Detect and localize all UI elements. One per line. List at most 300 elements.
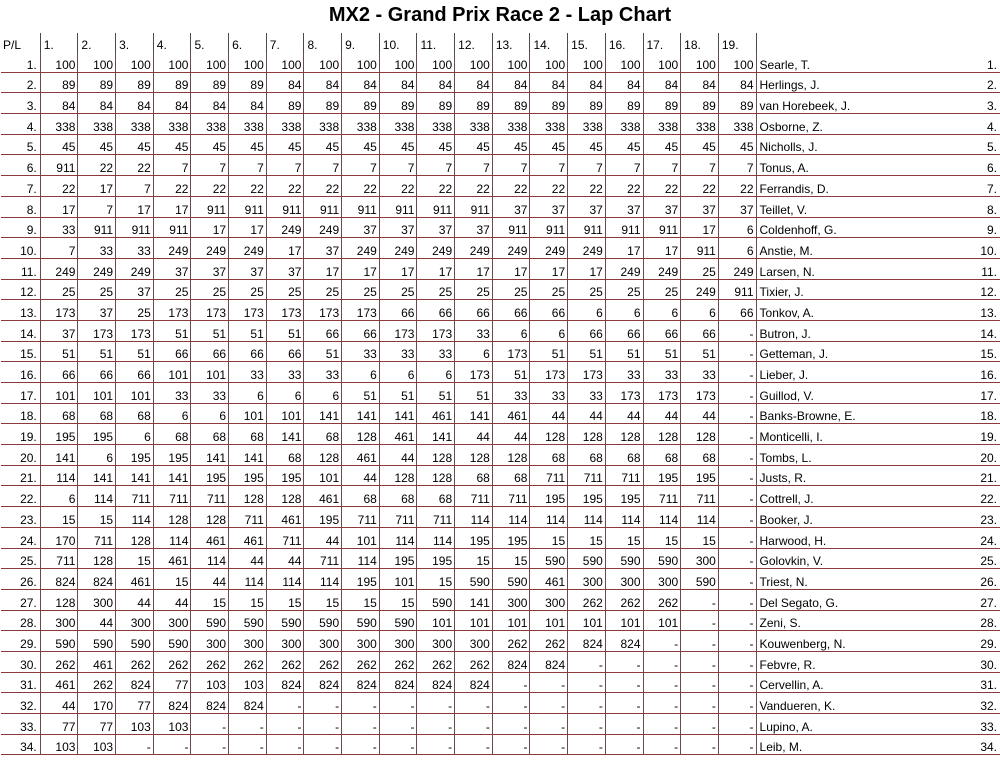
lap-cell: 711 [643, 486, 681, 507]
lap-cell: 33 [116, 238, 154, 259]
lap-cell: 911 [530, 217, 568, 238]
lap-cell: 711 [116, 486, 154, 507]
lap-cell: 114 [379, 527, 417, 548]
lap-cell: 101 [568, 610, 606, 631]
lap-cell: 84 [530, 72, 568, 93]
table-row [1, 693, 1000, 714]
position-cell: 2. [1, 72, 40, 93]
table-row [1, 651, 1000, 672]
table-row [1, 734, 1000, 755]
lap-cell: 249 [78, 258, 116, 279]
lap-cell: 84 [191, 93, 229, 114]
rider-name-cell: Cervellin, A. [756, 672, 889, 693]
lap-cell: 100 [78, 52, 116, 72]
table-row [1, 72, 1000, 93]
lap-cell: 262 [191, 651, 229, 672]
position-cell: 31. [1, 672, 40, 693]
lap-cell: 911 [718, 279, 756, 300]
lap-cell: 824 [229, 693, 267, 714]
lap-cell: 33 [492, 383, 530, 404]
lap-cell: 173 [153, 300, 191, 321]
lap-cell: 100 [342, 52, 380, 72]
lap-cell: 6 [605, 300, 643, 321]
lap-cell: 911 [681, 238, 719, 259]
lap-cell: - [266, 734, 304, 755]
lap-cell: - [718, 445, 756, 466]
lap-cell: 249 [455, 238, 493, 259]
lap-cell: 590 [379, 610, 417, 631]
lap-cell: 7 [191, 155, 229, 176]
lap-cell: 51 [643, 341, 681, 362]
lap-cell: 300 [78, 589, 116, 610]
lap-cell: 44 [530, 403, 568, 424]
lap-cell: 25 [492, 279, 530, 300]
table-row [1, 320, 1000, 341]
lap-cell: 262 [643, 589, 681, 610]
table-row [1, 445, 1000, 466]
lap-cell: 590 [153, 631, 191, 652]
lap-cell: 101 [417, 610, 455, 631]
rider-name-cell: Monticelli, I. [756, 424, 889, 445]
lap-cell: 89 [568, 93, 606, 114]
lap-cell: 84 [229, 93, 267, 114]
lap-cell: 84 [643, 72, 681, 93]
lap-cell: 68 [116, 403, 154, 424]
lap-cell: 33 [304, 362, 342, 383]
position-cell-right: 22. [962, 486, 1000, 507]
spacer-cell [889, 734, 962, 755]
lap-cell: 22 [266, 176, 304, 197]
lap-cell: 195 [78, 424, 116, 445]
lap-cell: 15 [304, 589, 342, 610]
lap-cell: - [229, 714, 267, 735]
position-cell-right: 10. [962, 238, 1000, 259]
lap-cell: 338 [530, 114, 568, 135]
header-lap: 19. [718, 33, 756, 52]
lap-cell: 77 [116, 693, 154, 714]
lap-cell: 911 [492, 217, 530, 238]
lap-cell: 114 [229, 569, 267, 590]
lap-cell: 44 [229, 548, 267, 569]
lap-cell: 89 [304, 93, 342, 114]
lap-cell: 7 [530, 155, 568, 176]
lap-cell: 68 [342, 486, 380, 507]
lap-cell: 51 [40, 341, 78, 362]
lap-cell: 461 [492, 403, 530, 424]
lap-cell: 66 [153, 341, 191, 362]
position-cell: 21. [1, 465, 40, 486]
lap-cell: - [266, 714, 304, 735]
lap-cell: 338 [455, 114, 493, 135]
lap-cell: 338 [342, 114, 380, 135]
position-cell: 26. [1, 569, 40, 590]
lap-cell: 100 [304, 52, 342, 72]
lap-cell: 103 [191, 672, 229, 693]
lap-cell: 911 [40, 155, 78, 176]
lap-cell: 25 [681, 258, 719, 279]
lap-cell: - [643, 631, 681, 652]
lap-cell: 45 [605, 134, 643, 155]
lap-cell: 68 [455, 465, 493, 486]
lap-cell: 33 [342, 341, 380, 362]
spacer-cell [889, 155, 962, 176]
lap-cell: 89 [191, 72, 229, 93]
spacer-cell [889, 320, 962, 341]
lap-cell: 590 [116, 631, 154, 652]
lap-cell: 17 [681, 217, 719, 238]
lap-cell: 15 [417, 569, 455, 590]
position-cell-right: 29. [962, 631, 1000, 652]
lap-cell: 51 [342, 383, 380, 404]
position-cell: 17. [1, 383, 40, 404]
lap-cell: 590 [681, 569, 719, 590]
lap-cell: 7 [718, 155, 756, 176]
lap-cell: 77 [153, 672, 191, 693]
position-cell: 29. [1, 631, 40, 652]
lap-cell: 195 [681, 465, 719, 486]
lap-cell: 195 [643, 465, 681, 486]
lap-cell: 7 [304, 155, 342, 176]
lap-cell: 44 [266, 548, 304, 569]
lap-cell: 590 [492, 569, 530, 590]
lap-cell: 461 [78, 651, 116, 672]
lap-cell: 128 [417, 445, 455, 466]
lap-cell: 37 [78, 300, 116, 321]
lap-cell: 68 [681, 445, 719, 466]
lap-cell: 17 [605, 238, 643, 259]
lap-cell: 100 [455, 52, 493, 72]
lap-cell: 66 [492, 300, 530, 321]
lap-cell: 77 [40, 714, 78, 735]
lap-cell: 17 [530, 258, 568, 279]
lap-cell: 22 [605, 176, 643, 197]
lap-cell: 114 [530, 507, 568, 528]
lap-cell: 249 [718, 258, 756, 279]
lap-cell: 89 [417, 93, 455, 114]
lap-cell: 195 [492, 527, 530, 548]
lap-cell: 84 [379, 72, 417, 93]
table-row [1, 465, 1000, 486]
lap-cell: 68 [643, 445, 681, 466]
lap-cell: 173 [342, 300, 380, 321]
rider-name-cell: Tixier, J. [756, 279, 889, 300]
position-cell-right: 16. [962, 362, 1000, 383]
lap-cell: 7 [40, 238, 78, 259]
lap-cell: 911 [191, 196, 229, 217]
table-row [1, 341, 1000, 362]
lap-cell: - [681, 693, 719, 714]
lap-cell: 103 [40, 734, 78, 755]
rider-name-cell: Tombs, L. [756, 445, 889, 466]
lap-cell: 33 [605, 362, 643, 383]
lap-cell: - [643, 693, 681, 714]
lap-cell: 141 [304, 403, 342, 424]
lap-cell: - [605, 651, 643, 672]
position-cell-right: 30. [962, 651, 1000, 672]
lap-cell: 711 [681, 486, 719, 507]
lap-cell: 84 [266, 72, 304, 93]
lap-cell: 101 [78, 383, 116, 404]
lap-cell: 590 [304, 610, 342, 631]
lap-cell: 195 [40, 424, 78, 445]
lap-cell: 37 [417, 217, 455, 238]
lap-cell: - [718, 424, 756, 445]
lap-cell: 300 [191, 631, 229, 652]
lap-cell: 17 [229, 217, 267, 238]
lap-cell: 195 [342, 569, 380, 590]
lap-cell: 44 [304, 527, 342, 548]
lap-cell: 22 [40, 176, 78, 197]
lap-cell: 590 [530, 548, 568, 569]
position-cell: 6. [1, 155, 40, 176]
spacer-cell [889, 403, 962, 424]
table-row [1, 527, 1000, 548]
lap-cell: 249 [379, 238, 417, 259]
rider-name-cell: Del Segato, G. [756, 589, 889, 610]
lap-cell: - [153, 734, 191, 755]
table-row [1, 176, 1000, 197]
position-cell-right: 2. [962, 72, 1000, 93]
lap-cell: 195 [229, 465, 267, 486]
lap-cell: - [116, 734, 154, 755]
lap-cell: 711 [455, 486, 493, 507]
spacer-cell [889, 52, 962, 72]
rider-name-cell: Booker, J. [756, 507, 889, 528]
rider-name-cell: Golovkin, V. [756, 548, 889, 569]
lap-cell: 461 [229, 527, 267, 548]
lap-cell: 141 [342, 403, 380, 424]
lap-cell: 911 [605, 217, 643, 238]
lap-cell: 45 [304, 134, 342, 155]
header-lap: 7. [266, 33, 304, 52]
lap-cell: 711 [379, 507, 417, 528]
lap-cell: - [643, 651, 681, 672]
spacer-cell [889, 383, 962, 404]
header-lap: 17. [643, 33, 681, 52]
position-cell-right: 31. [962, 672, 1000, 693]
header-lap: 13. [492, 33, 530, 52]
spacer-cell [889, 196, 962, 217]
lap-cell: 100 [530, 52, 568, 72]
position-cell-right: 6. [962, 155, 1000, 176]
lap-cell: 100 [643, 52, 681, 72]
lap-cell: 195 [605, 486, 643, 507]
lap-cell: 114 [455, 507, 493, 528]
lap-cell: 461 [153, 548, 191, 569]
lap-cell: 100 [116, 52, 154, 72]
lap-cell: 51 [266, 320, 304, 341]
position-cell: 14. [1, 320, 40, 341]
lap-cell: 44 [492, 424, 530, 445]
lap-cell: 66 [191, 341, 229, 362]
lap-cell: 262 [379, 651, 417, 672]
lap-cell: 44 [379, 445, 417, 466]
position-cell: 25. [1, 548, 40, 569]
lap-cell: 461 [191, 527, 229, 548]
lap-cell: 25 [342, 279, 380, 300]
rider-name-cell: Tonus, A. [756, 155, 889, 176]
lap-cell: 141 [455, 589, 493, 610]
lap-cell: 711 [605, 465, 643, 486]
lap-cell: 141 [153, 465, 191, 486]
lap-cell: 6 [304, 383, 342, 404]
lap-cell: 89 [605, 93, 643, 114]
lap-cell: 103 [229, 672, 267, 693]
lap-cell: 262 [304, 651, 342, 672]
lap-cell: 300 [304, 631, 342, 652]
lap-cell: 17 [266, 238, 304, 259]
lap-cell: 15 [40, 507, 78, 528]
header-lap: 6. [229, 33, 267, 52]
lap-cell: - [718, 341, 756, 362]
table-row [1, 589, 1000, 610]
lap-cell: - [342, 714, 380, 735]
lap-cell: 173 [568, 362, 606, 383]
header-lap: 8. [304, 33, 342, 52]
lap-cell: 824 [568, 631, 606, 652]
lap-cell: - [681, 734, 719, 755]
lap-cell: 338 [40, 114, 78, 135]
table-row [1, 300, 1000, 321]
lap-cell: 25 [568, 279, 606, 300]
lap-cell: 338 [643, 114, 681, 135]
position-cell-right: 23. [962, 507, 1000, 528]
spacer-cell [889, 114, 962, 135]
position-cell-right: 11. [962, 258, 1000, 279]
lap-cell: 89 [643, 93, 681, 114]
lap-cell: 89 [455, 93, 493, 114]
lap-cell: 66 [116, 362, 154, 383]
lap-cell: 6 [78, 445, 116, 466]
lap-cell: 262 [40, 651, 78, 672]
spacer-cell [889, 445, 962, 466]
lap-cell: 173 [266, 300, 304, 321]
lap-cell: - [342, 693, 380, 714]
lap-cell: 77 [78, 714, 116, 735]
lap-cell: 7 [342, 155, 380, 176]
lap-cell: 89 [78, 72, 116, 93]
lap-cell: 824 [605, 631, 643, 652]
rider-name-cell: Justs, R. [756, 465, 889, 486]
lap-cell: 300 [379, 631, 417, 652]
position-cell: 19. [1, 424, 40, 445]
lap-cell: 114 [342, 548, 380, 569]
spacer-cell [889, 693, 962, 714]
lap-cell: 824 [191, 693, 229, 714]
lap-cell: 195 [153, 445, 191, 466]
lap-cell: 37 [191, 258, 229, 279]
lap-cell: 15 [342, 589, 380, 610]
rider-name-cell: Butron, J. [756, 320, 889, 341]
lap-cell: 22 [342, 176, 380, 197]
lap-cell: 44 [342, 465, 380, 486]
rider-name-cell: Larsen, N. [756, 258, 889, 279]
lap-cell: 84 [455, 72, 493, 93]
lap-cell: 15 [191, 589, 229, 610]
header-lap: 3. [116, 33, 154, 52]
lap-cell: 17 [568, 258, 606, 279]
lap-cell: 6 [379, 362, 417, 383]
spacer-cell [889, 176, 962, 197]
lap-cell: 22 [417, 176, 455, 197]
lap-cell: 338 [304, 114, 342, 135]
lap-cell: 114 [417, 527, 455, 548]
lap-cell: 711 [78, 527, 116, 548]
lap-cell: - [605, 734, 643, 755]
lap-cell: 22 [191, 176, 229, 197]
lap-cell: 15 [266, 589, 304, 610]
lap-cell: 195 [266, 465, 304, 486]
rider-name-cell: Searle, T. [756, 52, 889, 72]
position-cell-right: 33. [962, 714, 1000, 735]
lap-cell: 711 [342, 507, 380, 528]
lap-cell: 33 [40, 217, 78, 238]
position-cell-right: 3. [962, 93, 1000, 114]
lap-cell: 15 [153, 569, 191, 590]
lap-cell: 6 [492, 320, 530, 341]
lap-cell: 7 [266, 155, 304, 176]
lap-cell: 173 [681, 383, 719, 404]
lap-cell: 338 [116, 114, 154, 135]
lap-cell: 101 [40, 383, 78, 404]
lap-cell: 173 [379, 320, 417, 341]
lap-cell: 461 [530, 569, 568, 590]
lap-cell: 51 [417, 383, 455, 404]
lap-cell: 338 [605, 114, 643, 135]
lap-cell: 6 [40, 486, 78, 507]
lap-cell: 51 [455, 383, 493, 404]
lap-cell: 6 [191, 403, 229, 424]
lap-cell: 22 [681, 176, 719, 197]
lap-cell: 51 [304, 341, 342, 362]
lap-cell: 100 [718, 52, 756, 72]
position-cell: 7. [1, 176, 40, 197]
position-cell-right: 15. [962, 341, 1000, 362]
lap-cell: 66 [266, 341, 304, 362]
lap-cell: - [568, 651, 606, 672]
lap-cell: 66 [78, 362, 116, 383]
lap-cell: - [718, 548, 756, 569]
lap-cell: 824 [530, 651, 568, 672]
lap-cell: - [718, 362, 756, 383]
lap-cell: 173 [40, 300, 78, 321]
lap-cell: - [718, 527, 756, 548]
lap-cell: - [379, 734, 417, 755]
lap-cell: 66 [229, 341, 267, 362]
lap-cell: 590 [266, 610, 304, 631]
lap-cell: 911 [266, 196, 304, 217]
lap-cell: 66 [342, 320, 380, 341]
lap-cell: 249 [530, 238, 568, 259]
spacer-cell [889, 238, 962, 259]
lap-cell: 25 [417, 279, 455, 300]
lap-cell: 911 [116, 217, 154, 238]
lap-cell: 101 [304, 465, 342, 486]
spacer-cell [889, 93, 962, 114]
lap-cell: 84 [304, 72, 342, 93]
table-row [1, 383, 1000, 404]
lap-cell: 44 [568, 403, 606, 424]
table-row [1, 672, 1000, 693]
lap-cell: 114 [304, 569, 342, 590]
spacer-cell [889, 341, 962, 362]
lap-cell: - [379, 693, 417, 714]
table-row [1, 114, 1000, 135]
lap-cell: 711 [153, 486, 191, 507]
lap-cell: 300 [116, 610, 154, 631]
lap-cell: 25 [229, 279, 267, 300]
lap-cell: 66 [530, 300, 568, 321]
